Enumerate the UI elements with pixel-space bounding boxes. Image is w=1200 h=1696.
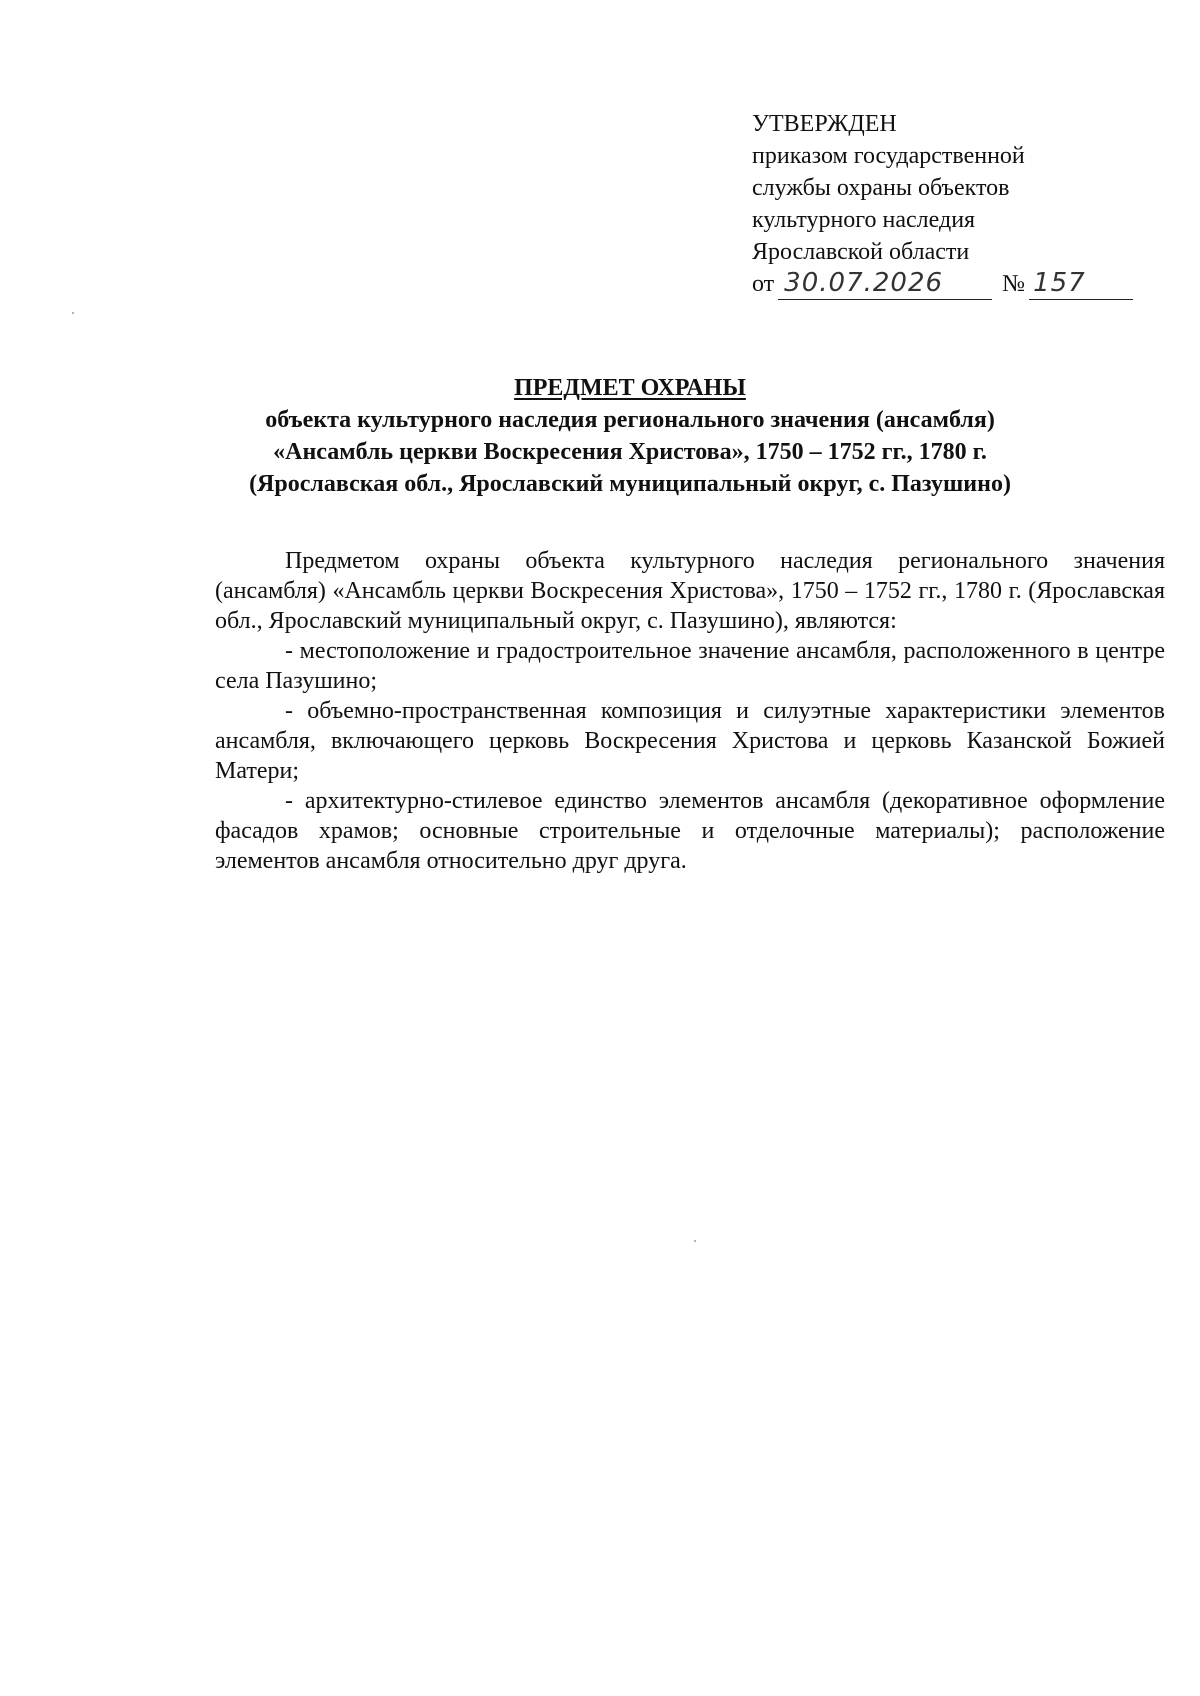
approval-stamp-block [752,108,1152,300]
approval-date-row [752,268,1152,300]
subtitle-line: (Ярославская обл., Ярославский муниципальный округ, с. Пазушино) [249,471,1011,497]
number-prefix: № [1002,271,1026,297]
approval-line: приказом государственной [752,143,1025,169]
scan-speck [72,312,74,314]
handwritten-order-number: 157 [1029,268,1133,300]
approval-line: Ярославской области [752,239,970,265]
list-item: - объемно-пространственная композиция и силуэтные характеристики элементов ансамбля, включающего церковь Воскресения Христова и церковь Казанской Божией Матери; [215,698,1165,784]
approval-line: службы охраны объектов [752,175,1010,201]
approval-line: культурного наследия [752,207,976,233]
subtitle-line: объекта культурного наследия регионального значения (ансамбля) [265,407,995,433]
scan-speck [694,1240,696,1242]
list-item: - архитектурно-стилевое единство элементов ансамбля (декоративное оформление фасадов храмов; основные строительные и отделочные материалы); расположение элементов ансамбля относительно друг друга. [215,788,1165,874]
date-prefix: от [752,271,775,297]
document-title: ПРЕДМЕТ ОХРАНЫ [514,375,746,401]
subtitle-line: «Ансамбль церкви Воскресения Христова», 1750 – 1752 гг., 1780 г. [273,439,987,465]
approval-heading: УТВЕРЖДЕН [752,111,897,137]
intro-paragraph: Предметом охраны объекта культурного наследия регионального значения (ансамбля) «Ансамбль церкви Воскресения Христова», 1750 – 1752 гг., 1780 г. (Ярославская обл., Ярославский муниципальный округ, с. Пазушино), являются: [215,548,1165,634]
list-item: - местоположение и градостроительное значение ансамбля, расположенного в центре села Пазушино; [215,638,1165,694]
document-title-block [180,372,1080,500]
handwritten-date: 30.07.2026 [778,268,992,300]
document-body [215,546,1165,876]
